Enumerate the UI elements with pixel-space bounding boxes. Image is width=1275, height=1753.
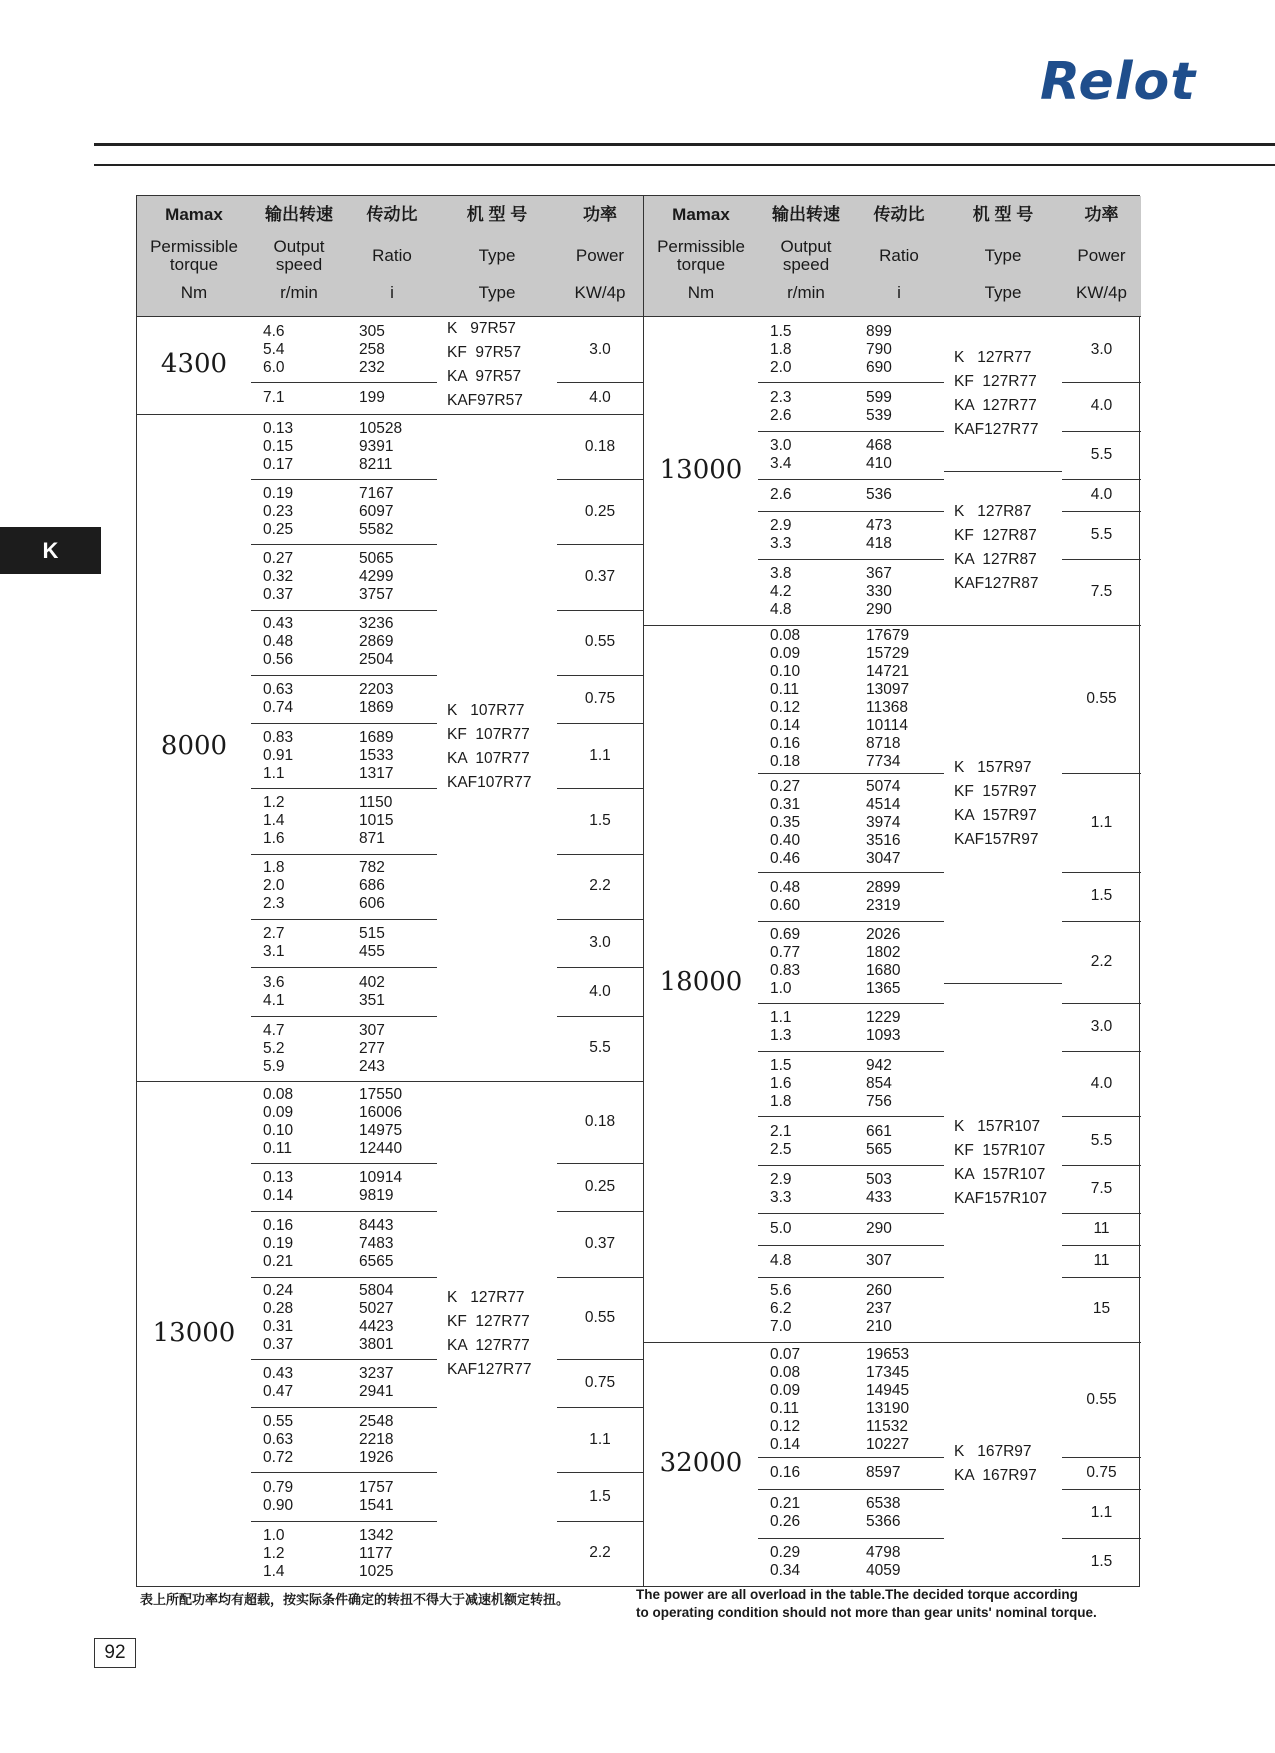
brand-logo: Relot [1040,52,1197,112]
power-value: 0.75 [584,1373,616,1391]
speed-values: 0.07 0.08 0.09 0.11 0.12 0.14 [770,1345,801,1453]
power-value: 3.0 [589,934,611,952]
power-divider [1062,559,1141,560]
power-value: 5.5 [1090,445,1113,463]
speed-values: 2.1 2.5 [770,1122,792,1158]
speed-values: 0.08 0.09 0.10 0.11 0.12 0.14 0.16 0.18 [770,627,801,771]
power-divider [557,723,643,724]
speed-values: 5.6 6.2 7.0 [770,1282,792,1336]
speed-values: 1.0 1.2 1.4 [263,1526,285,1580]
power-divider [1062,1277,1141,1278]
header-ratio-unit: i [390,283,394,302]
header-power-unit: KW/4p [574,283,626,302]
torque-value: 18000 [659,967,743,998]
header-ratio [347,196,437,316]
header-power-zh: 功率 [583,205,617,224]
speed-values: 2.6 [770,486,792,504]
ratio-values: 402 351 [359,973,385,1009]
torque-value: 32000 [659,1447,743,1478]
ratio-values: 599 539 [866,388,892,424]
group-divider [251,1163,437,1164]
power-value: 0.55 [584,1308,616,1326]
speed-values: 4.6 5.4 6.0 [263,322,285,376]
group-divider [251,967,437,968]
note-chinese: 表上所配功率均有超载，按实际条件确定的转扭不得大于减速机额定转扭。 [140,1592,570,1607]
torque-value: 13000 [152,1317,236,1348]
ratio-values: 5804 5027 4423 3801 [359,1281,394,1353]
table-right-half [644,196,1141,1586]
ratio-values: 2026 1802 1680 1365 [866,925,901,997]
header-torque-en [137,234,251,278]
speed-values: 1.5 1.8 2.0 [770,322,792,376]
header-speed-en-line: speed [782,255,830,274]
header-torque-en [644,234,758,278]
speed-values: 1.1 1.3 [770,1008,792,1044]
header-torque-en-line: Permissible [150,237,238,256]
power-divider [1062,382,1141,383]
type-value: K 167R97 KA 167R97 [954,1442,1037,1484]
torque-value: 8000 [160,731,228,762]
ratio-values: 10914 9819 [359,1169,403,1205]
group-divider [251,382,437,383]
speed-values: 5.0 [770,1220,792,1238]
ratio-values: 307 [866,1251,892,1269]
speed-values: 3.8 4.2 4.8 [770,565,792,619]
header-power [1062,196,1141,316]
speed-values: 3.0 3.4 [770,437,792,472]
header-torque [644,196,758,316]
type-divider [944,983,1062,984]
note-english: The power are all overload in the table.The decided torque according to operating condition should not more than gear units' nominal torque. [636,1587,1097,1620]
power-divider [557,1016,643,1017]
type-value: K 97R57 KF 97R57 KA 97R57 KAF97R57 [447,320,523,410]
ratio-values: 782 686 606 [359,859,385,913]
type-value: K 127R77 KF 127R77 KA 127R77 KAF127R77 [447,1288,532,1378]
speed-values: 0.16 [770,1464,801,1482]
header-type-zh: 机 型 号 [972,205,1034,224]
power-divider [1062,1116,1141,1117]
header-power-en-line: Power [1077,246,1126,265]
power-divider [1062,1538,1141,1539]
group-divider [758,872,944,873]
ratio-values: 7167 6097 5582 [359,484,394,538]
ratio-values: 1342 1177 1025 [359,1526,394,1580]
header-torque-en-line: torque [676,255,726,274]
power-value: 1.5 [589,812,611,830]
power-value: 0.75 [1086,1464,1117,1482]
header-speed-en [251,234,347,278]
speed-values: 0.55 0.63 0.72 [263,1412,294,1466]
group-divider [251,854,437,855]
ratio-values: 367 330 290 [866,565,892,619]
ratio-values: 4798 4059 [866,1543,901,1579]
speed-values: 1.8 2.0 2.3 [263,859,285,913]
group-divider [758,1489,944,1490]
ratio-values: 307 277 243 [359,1021,385,1075]
section-tab-k[interactable]: K [0,527,101,574]
header-ratio-zh: 传动比 [873,205,925,224]
ratio-values: 2548 2218 1926 [359,1412,394,1466]
power-divider [1062,1457,1141,1458]
ratio-values: 899 790 690 [866,322,892,376]
ratio-values: 8597 [866,1464,901,1482]
speed-values: 0.13 0.15 0.17 [263,419,294,473]
header-type-en [437,234,557,278]
power-value: 1.1 [1090,1504,1113,1522]
group-divider [758,921,944,922]
header-ratio [854,196,944,316]
power-divider [557,967,643,968]
group-divider [251,1407,437,1408]
group-divider [758,1245,944,1246]
group-divider [758,1277,944,1278]
power-value: 4.0 [589,389,611,407]
type-value: K 157R97 KF 157R97 KA 157R97 KAF157R97 [954,758,1039,848]
torque-value: 13000 [659,454,743,485]
header-torque-unit: Nm [180,283,208,302]
power-divider [1062,1051,1141,1052]
power-value: 4.0 [1090,397,1113,415]
speed-values: 0.69 0.77 0.83 1.0 [770,925,801,997]
group-divider [251,1521,437,1522]
power-divider [557,1163,643,1164]
power-value: 2.2 [589,1544,611,1562]
power-divider [557,1407,643,1408]
header-rule-bottom [94,164,1275,166]
power-divider [557,1277,643,1278]
power-value: 0.25 [584,1178,616,1196]
header-ratio-en-line: Ratio [879,246,919,265]
header-speed-unit: r/min [280,283,318,302]
power-value: 0.37 [584,1235,616,1253]
power-value: 5.5 [1090,526,1113,544]
section-divider [644,1342,1141,1343]
group-divider [251,544,437,545]
header-type [437,196,557,316]
power-value: 11 [1093,1220,1110,1238]
speed-values: 0.13 0.14 [263,1169,294,1205]
power-value: 0.37 [584,567,616,585]
ratio-values: 661 565 [866,1122,892,1158]
speed-values: 2.9 3.3 [770,517,792,553]
ratio-values: 5065 4299 3757 [359,550,394,604]
power-value: 4.0 [1090,1074,1113,1092]
torque-value: 4300 [160,349,228,380]
power-divider [557,1521,643,1522]
power-value: 5.5 [589,1039,611,1057]
group-divider [758,1457,944,1458]
group-divider [758,1051,944,1052]
group-divider [251,1016,437,1017]
power-value: 0.18 [584,437,616,455]
type-value: K 107R77 KF 107R77 KA 107R77 KAF107R77 [447,702,532,792]
header-type-en-line: Type [984,246,1022,265]
speed-values: 1.2 1.4 1.6 [263,794,285,848]
header-power-zh: 功率 [1084,205,1119,224]
ratio-values: 17679 15729 14721 13097 11368 10114 8718 7734 [866,627,910,771]
power-divider [1062,479,1141,480]
group-divider [251,1277,437,1278]
speed-values: 2.3 2.6 [770,388,792,424]
ratio-values: 5074 4514 3974 3516 3047 [866,778,901,868]
power-value: 7.5 [1090,582,1113,600]
ratio-values: 503 433 [866,1171,892,1207]
page-number: 92 [94,1638,136,1668]
table-left-half [137,196,644,1586]
table-header [644,196,1141,317]
speed-values: 1.5 1.6 1.8 [770,1056,792,1110]
header-speed-unit: r/min [787,283,825,302]
power-divider [1062,773,1141,774]
section-divider [137,1081,643,1082]
section-divider [644,625,1141,626]
group-divider [251,1211,437,1212]
power-value: 3.0 [589,340,611,358]
speed-values: 0.63 0.74 [263,681,294,717]
header-power-en [557,234,643,278]
ratio-values: 260 237 210 [866,1282,892,1336]
header-speed-en-line: Output [273,237,325,256]
speed-values: 0.16 0.19 0.21 [263,1217,294,1271]
ratio-values: 19653 17345 14945 13190 11532 10227 [866,1345,910,1453]
header-torque [137,196,251,316]
header-ratio-en [854,234,944,278]
power-value: 4.0 [1090,486,1113,503]
header-rule-top [94,143,1275,146]
power-value: 2.2 [589,877,611,895]
power-divider [557,1211,643,1212]
header-type [944,196,1062,316]
group-divider [251,788,437,789]
table-header [137,196,643,317]
header-power [557,196,643,316]
group-divider [251,479,437,480]
group-divider [758,559,944,560]
power-value: 15 [1092,1300,1111,1318]
ratio-values: 8443 7483 6565 [359,1217,394,1271]
power-value: 3.0 [1090,340,1113,358]
power-divider [1062,872,1141,873]
ratio-values: 2899 2319 [866,878,901,914]
header-power-en [1062,234,1141,278]
power-value: 0.55 [584,633,616,651]
header-type-zh: 机 型 号 [466,205,528,224]
header-speed-zh: 输出转速 [265,205,333,224]
power-divider [1062,1245,1141,1246]
power-value: 1.5 [1090,887,1113,905]
ratio-values: 1229 1093 [866,1008,901,1044]
header-type-unit: Type [478,283,516,302]
speed-values: 0.29 0.34 [770,1543,801,1579]
ratio-values: 10528 9391 8211 [359,419,403,473]
ratio-values: 305 258 232 [359,322,385,376]
type-divider [944,471,1062,472]
power-divider [557,382,643,383]
speed-values: 0.43 0.47 [263,1364,294,1400]
group-divider [758,1116,944,1117]
ratio-values: 290 [866,1220,892,1238]
speed-values: 4.8 [770,1251,792,1269]
header-speed-zh: 输出转速 [772,205,840,224]
header-torque-zh: Mamax [672,205,730,224]
power-value: 1.5 [589,1487,611,1505]
ratio-values: 3237 2941 [359,1364,394,1400]
speed-values: 0.19 0.23 0.25 [263,484,294,538]
power-value: 0.75 [584,690,616,708]
ratio-values: 942 854 756 [866,1056,892,1110]
power-value: 1.1 [1090,813,1113,831]
power-divider [1062,1165,1141,1166]
power-value: 1.1 [589,1430,611,1448]
ratio-values: 1689 1533 1317 [359,729,394,782]
power-divider [557,675,643,676]
power-divider [557,1359,643,1360]
power-divider [1062,1003,1141,1004]
group-divider [758,773,944,774]
group-divider [758,1165,944,1166]
power-divider [1062,431,1141,432]
group-divider [758,479,944,480]
header-speed-en-line: speed [275,255,323,274]
power-divider [557,610,643,611]
speed-values: 7.1 [263,389,285,407]
speed-values: 0.08 0.09 0.10 0.11 [263,1086,294,1158]
header-torque-en-line: Permissible [657,237,745,256]
header-type-en-line: Type [478,246,516,265]
ratio-values: 3236 2869 2504 [359,615,394,669]
power-value: 3.0 [1090,1017,1113,1035]
power-value: 0.55 [1086,690,1117,708]
header-power-unit: KW/4p [1075,283,1128,302]
group-divider [758,1003,944,1004]
power-divider [1062,921,1141,922]
group-divider [251,723,437,724]
header-speed-en-line: Output [780,237,832,256]
speed-values: 0.83 0.91 1.1 [263,729,294,782]
power-value: 11 [1093,1251,1110,1269]
header-speed [758,196,854,316]
power-value: 0.18 [584,1113,616,1131]
speed-values: 0.27 0.32 0.37 [263,550,294,604]
type-value: K 157R107 KF 157R107 KA 157R107 KAF157R107 [954,1117,1048,1207]
ratio-values: 468 410 [866,437,892,472]
ratio-values: 6538 5366 [866,1495,901,1531]
ratio-values: 2203 1869 [359,681,394,717]
header-ratio-zh: 传动比 [366,205,418,224]
power-value: 0.55 [1086,1390,1117,1408]
gear-selection-table [136,195,1140,1587]
group-divider [758,431,944,432]
power-divider [1062,1213,1141,1214]
power-divider [1062,1489,1141,1490]
header-ratio-en-line: Ratio [372,246,412,265]
speed-values: 0.48 0.60 [770,878,801,914]
speed-values: 0.27 0.31 0.35 0.40 0.46 [770,778,801,868]
speed-values: 2.9 3.3 [770,1171,792,1207]
power-divider [557,479,643,480]
group-divider [251,1359,437,1360]
ratio-values: 536 [866,486,892,504]
speed-values: 0.43 0.48 0.56 [263,615,294,669]
power-value: 2.2 [1090,952,1113,970]
power-value: 5.5 [1090,1131,1113,1149]
speed-values: 0.21 0.26 [770,1495,801,1531]
power-divider [557,854,643,855]
group-divider [758,511,944,512]
type-value: K 127R77 KF 127R77 KA 127R77 KAF127R77 [954,348,1039,438]
header-torque-en-line: torque [169,255,219,274]
header-power-en-line: Power [575,246,625,265]
group-divider [251,919,437,920]
power-value: 1.5 [1090,1552,1113,1570]
header-type-en [944,234,1062,278]
power-divider [557,544,643,545]
power-value: 7.5 [1090,1180,1113,1197]
header-torque-unit: Nm [687,283,715,302]
ratio-values: 1757 1541 [359,1478,394,1514]
speed-values: 3.6 4.1 [263,973,285,1009]
header-ratio-unit: i [897,283,901,302]
speed-values: 2.7 3.1 [263,925,285,961]
speed-values: 4.7 5.2 5.9 [263,1021,285,1075]
group-divider [251,1472,437,1473]
power-divider [1062,511,1141,512]
type-value: K 127R87 KF 127R87 KA 127R87 KAF127R87 [954,502,1039,592]
power-value: 4.0 [589,982,611,1000]
header-torque-zh: Mamax [165,205,223,224]
section-divider [137,414,643,415]
power-divider [557,1472,643,1473]
header-ratio-en [347,234,437,278]
header-speed-en [758,234,854,278]
group-divider [758,1538,944,1539]
power-value: 0.25 [584,502,616,520]
speed-values: 0.79 0.90 [263,1478,294,1514]
header-type-unit: Type [984,283,1022,302]
group-divider [758,1213,944,1214]
header-speed [251,196,347,316]
group-divider [758,382,944,383]
ratio-values: 515 455 [359,925,385,961]
group-divider [251,675,437,676]
speed-values: 0.24 0.28 0.31 0.37 [263,1281,294,1353]
ratio-values: 17550 16006 14975 12440 [359,1086,403,1158]
ratio-values: 1150 1015 871 [359,794,394,848]
power-value: 1.1 [589,746,611,764]
power-divider [557,788,643,789]
power-divider [557,919,643,920]
ratio-values: 473 418 [866,517,892,553]
group-divider [251,610,437,611]
ratio-values: 199 [359,389,385,407]
